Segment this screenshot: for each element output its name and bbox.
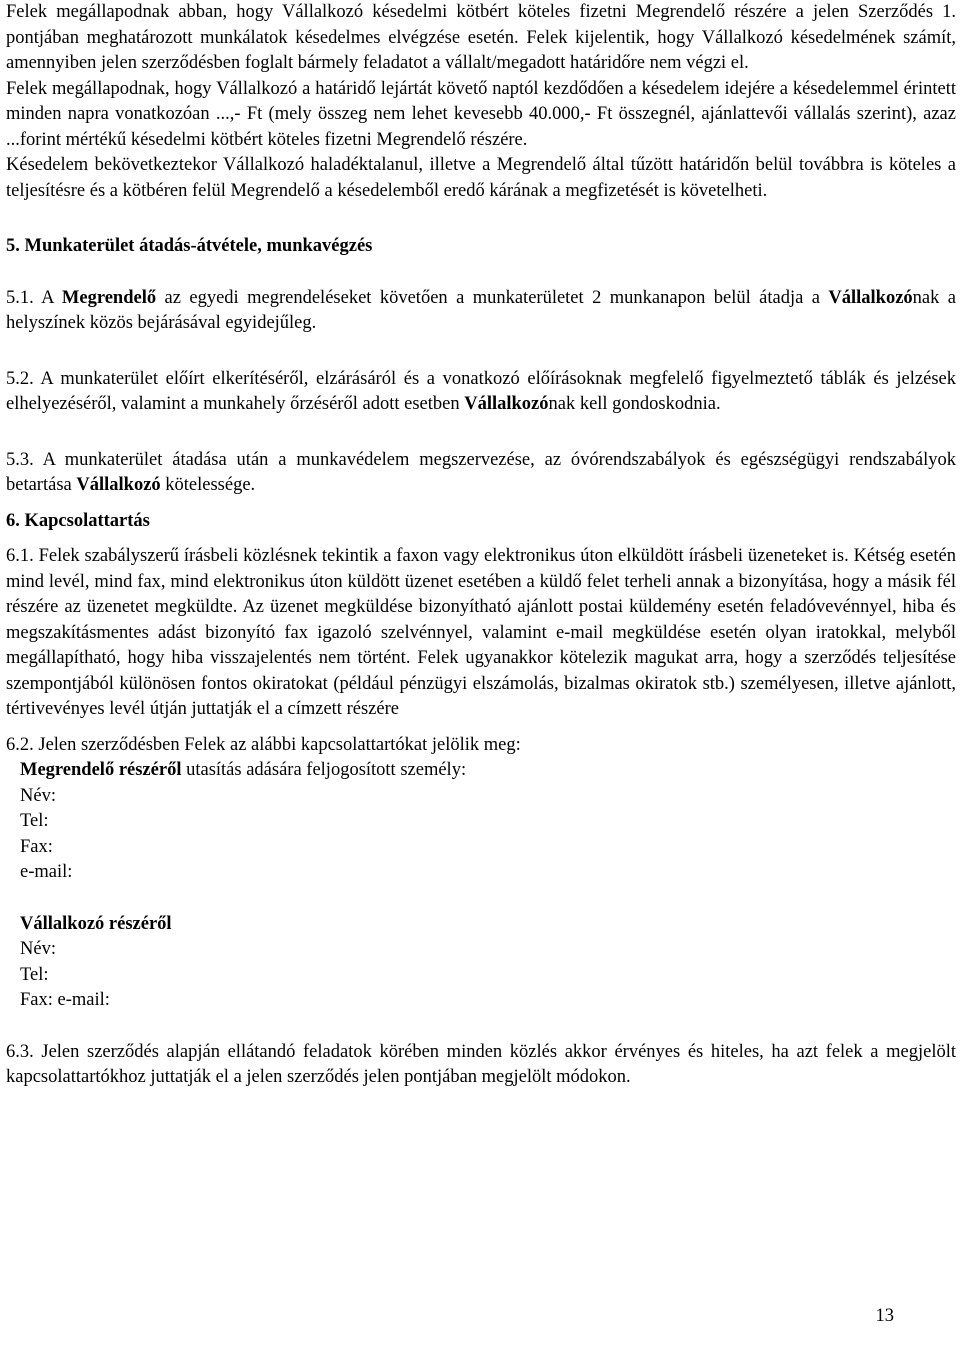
customer-tel-label: Tel:: [20, 811, 49, 831]
section-6-heading: 6. Kapcsolattartás: [6, 510, 150, 531]
clause-6-3: 6.3. Jelen szerződés alapján ellátandó feladatok körében minden közlés akkor érvényes és hiteles, ha azt felek a megjelölt kapcsolattartókhoz juttatják el a jelen szerződés jelen pontjában megjelölt módokon.: [6, 1041, 956, 1087]
clause-5-3: 5.3. A munkaterület átadása után a munkavédelem megszervezése, az óvórendszabályok és egészségügyi rendszabályok betartása Vállalkozó kötelessége.: [6, 449, 956, 495]
customer-fax-label: Fax:: [20, 836, 53, 857]
contractor-fax-email-label: Fax: e-mail:: [20, 990, 110, 1010]
contractor-tel-label: Tel:: [20, 964, 49, 985]
contractor-contact-heading: Vállalkozó részéről: [20, 913, 172, 934]
customer-contact-block: [6, 758, 956, 886]
customer-name-label: Név:: [20, 785, 56, 806]
customer-contact-heading: Megrendelő részéről utasítás adására feljogosított személy:: [20, 760, 467, 780]
contractor-contact-block: [6, 912, 956, 1014]
clause-6-2: 6.2. Jelen szerződésben Felek az alábbi kapcsolattartókat jelölik meg:: [6, 734, 521, 755]
document-page: [6, 0, 956, 1091]
contractor-name-label: Név:: [20, 939, 56, 959]
section-5-heading: 5. Munkaterület átadás-átvétele, munkavégzés: [6, 236, 373, 256]
customer-email-label: e-mail:: [20, 862, 73, 882]
clause-5-2: 5.2. A munkaterület előírt elkerítéséről, elzárásáról és a vonatkozó előírásoknak megfelelő figyelmeztető táblák és jelzések elhelyezéséről, valamint a munkahely őrzéséről adott esetben Vállalkozónak kell gondoskodnia.: [6, 368, 956, 414]
intro-paragraph-1: Felek megállapodnak abban, hogy Vállalkozó késedelmi kötbért köteles fizetni Megrendelő részére a jelen Szerződés 1. pontjában meghatározott munkálatok késedelmes elvégzése esetén. Felek kijelentik, hogy Vállalkozó késedelmének számít, amennyiben jelen szerződésben foglalt bármely feladatot a vállalt/megadott határidőre nem végzi el.: [6, 2, 956, 73]
intro-paragraph-2: Felek megállapodnak, hogy Vállalkozó a határidő lejártát követő naptól kezdődően a késedelem idejére a késedelemmel érintett minden napra vonatkozóan ...,- Ft (mely összeg nem lehet kevesebb 40.000,- Ft összegnél, ajánlattevői vállalás szerint), azaz ...forint mértékű késedelmi kötbért köteles fizetni Megrendelő részére.: [6, 78, 956, 150]
page-number: 13: [875, 1306, 894, 1326]
intro-paragraph-3: Késedelem bekövetkeztekor Vállalkozó haladéktalanul, illetve a Megrendelő által tűzött határidőn belül továbbra is köteles a teljesítésre és a kötbéren felül Megrendelő a késedelemből eredő kárának a megfizetését is követelheti.: [6, 155, 956, 201]
clause-6-1: 6.1. Felek szabályszerű írásbeli közlésnek tekintik a faxon vagy elektronikus úton elküldött írásbeli üzeneteket is. Kétség esetén mind levél, mind fax, mind elektronikus úton küldött üzenet esetében a küldő felet terheli annak a bizonyítása, hogy a másik fél részére az üzenetet megküldte. Az üzenet megküldése bizonyítható ajánlott postai küldemény esetén feladóvevénnyel, hiba és megszakításmentes adást bizonyító fax igazoló szelvénnyel, valamint e-mail megküldése esetén olyan iratokkal, melyből megállapítható, hogy hiba visszajelentés nem történt. Felek ugyanakkor kötelezik magukat arra, hogy a szerződés teljesítése szempontjából különösen fontos okiratokat (például pénzügyi elszámolás, bizalmas okiratok stb.) személyesen, illetve ajánlott, tértivevényes levél útján juttatják el a címzett részére: [6, 546, 956, 719]
clause-5-1: 5.1. A Megrendelő az egyedi megrendeléseket követően a munkaterületet 2 munkanapon belül átadja a Vállalkozónak a helyszínek közös bejárásával egyidejűleg.: [6, 287, 956, 333]
